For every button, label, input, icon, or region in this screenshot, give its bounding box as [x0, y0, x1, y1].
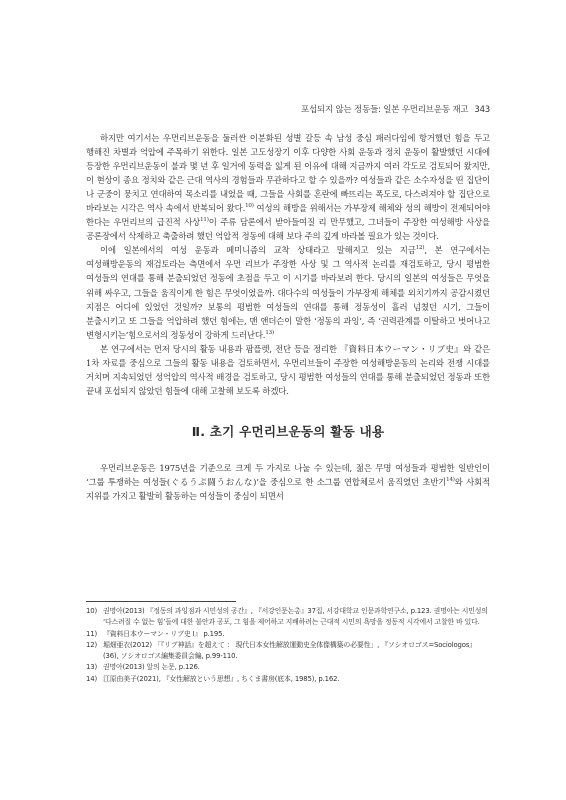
footnote: [86, 674, 490, 685]
running-head-title: 포섭되지 않는 정동들: 일본 우먼리브운동 재고: [300, 105, 469, 115]
footnote: [86, 629, 490, 640]
footnote-number: 13): [86, 663, 98, 672]
footnote-number: 10): [86, 607, 98, 615]
footnotes: [86, 601, 490, 685]
footnote: [86, 640, 490, 663]
text-run: 본 연구에서는 먼저 당시의 활동 내용과 팜플렛, 전단 등을 정리한 『資料日本ウーマン・リブ史』와 같은 1차 자료를 중심으로 그들의 활동 내용을 검토하면서, 우먼리브들이 주장한 여성해방운동의 논리와 전쟁 시대를 거치며 지속되었던 성억압의 역사적 배경을 검토하고, 당시 평범한 여성들의 연대를 통해 분출되었던 정동과 또한 끝내 포섭되지 않았던 힘들에 대해 고찰해 보도록 하겠다.: [86, 343, 490, 396]
footnote-number: 11): [86, 629, 98, 638]
text-run: 하지만 여기서는 우먼리브운동을 둘러싼 이분화된 성별 갈등 속 남성 중심 패러다임에 항거했던 힘을 두고 행해진 차별과 억압에 주목하기 위한다. 일본 고도성장기 이후 다양한 사회 운동과 정치 운동이 활발했던 시대에 등장한 우먼리브운동이 불과 몇 년 후 일거에 동력을 잃게 된 이유에 대해 지금까지 여러 각도로 검토되어 왔지만, 이 현상이 종요 정치와 같은 근대 역사의 경험들과 무관하다고 할 수 있을까? 여성들과 같은 소수자성을 띤 집단이 나 군중이 뭉치고 연대하여 목소리를 내었을 때, 그들을 사회를 혼란에 빠뜨리는 폭도로, 다스려져야 할 집단으로 바라보는 시각은 역사 속에서 반복되어 왔다.: [86, 133, 490, 214]
paragraph: [86, 342, 490, 398]
text-run: 이 주류 담론에서 받아들여질 리 만무했고, 그녀들이 주장한 여성해방 사상을 공론장에서 삭제하고 축출하려 했던 억압적 정동에 대해 보다 주의 깊게 바라볼 필요가 있는 것이다.: [86, 217, 490, 242]
paragraph: [86, 243, 490, 341]
footnote-reference: 12): [415, 245, 425, 252]
body-text: [86, 131, 490, 503]
footnote-reference: 11): [200, 217, 209, 224]
section-heading: Ⅱ. 초기 우먼리브운동의 활동 내용: [191, 423, 385, 439]
text-run: , 본 연구에서는 여성해방운동의 재검토라는 측면에서 우먼 리브가 주장한 사상 및 그 역사적 논리를 재검토하고, 당시 평범한 여성들의 연대를 통해 분출되었던 정동에 초점을 두고 이 시기를 바라보려 한다. 당시의 일본의 여성들은 무엇을 위해 싸우고, 그들을 움직이게 한 힘은 무엇이었을까. 대다수의 여성들이 가부장제 해체를 외치기까지 공감시켰던 지점은 어디에 있었던 것일까? 보통의 평범한 여성들의 연대를 통해 정동성이 흘러 넘쳤던 시기, 그들이 분출시키고 또 그들을 억압하려 했던 힘에는, 맨 앤더슨이 말한 ‘정동의 과잉’, 즉 ‘권력관계를 이탈하고 벗어나고 변형시키는’힘으로서의 정동성이 강하게 드러난다.: [86, 245, 490, 340]
text-run: 우먼리브운동은 1975년을 기준으로 크게 두 가지로 나눌 수 있는데, 젊은 무명 여성들과 평범한 일반인이 ‘그룹 투쟁하는 여성들(ぐるうぷ闘うおんな)’을 중심으로 한 소그룹 연합체로서 움직였던 초반기: [86, 462, 490, 487]
text-run: 이에 일본에서의 여성 운동과 페미니즘의 교착 상태라고 말해지고 있는 지금: [100, 245, 416, 256]
footnote-number: 14): [86, 674, 98, 683]
footnote-number: 12): [86, 640, 98, 649]
footnote-text: 江原由美子(2021), 『女性解放という思想』, ちくま書房(底本, 1985), p.162.: [103, 674, 340, 683]
running-head: [86, 103, 490, 115]
footnote-text: 권명아(2013) 앞의 논문, p.126.: [103, 663, 200, 672]
footnote-text: 『資料日本ウーマン・リブ史 Ⅰ』 p.195.: [103, 629, 225, 638]
footnote-rule: [86, 601, 236, 602]
footnote-text: 권명아(2013) 『정동의 과잉점과 시민성의 공간』, 『서강인문논총』37집, 서강대학교 인문과학연구소, p.123. 권명아는 시민성의 ‘다스려질 수 없는 힘’들에 대한 불안과 공포, 그 힘을 제어하고 지배하려는 근대적 시민의 욕망을 정동적 시각에서 고찰한 바 있다.: [103, 607, 488, 627]
page-number: 343: [474, 105, 490, 115]
text-run: 와 사회적 지위를 가지고 활발히 활동하는 여성들이 중심이 되면서: [86, 476, 490, 501]
footnote: [86, 606, 490, 629]
footnote-reference: 13): [265, 329, 275, 336]
paragraph: [86, 461, 490, 503]
footnote-text: 堀畑亜衣(2012) 「『リブ神話』を超えて ： 現代日本女性解放運動史全体像構築の必要性」, 『ソシオロゴス=Sociologos』(36), ソシオロゴス編集委員会編, p.99-110.: [103, 640, 477, 661]
text-run: 여성의 해방을 위해서는 가부장제 해체와 성의 해방이 전제되어야 한다는 우먼리브의 급진적 사상: [86, 203, 490, 228]
footnote-reference: 10): [245, 203, 254, 210]
paragraph: [86, 131, 490, 243]
footnote-reference: 14): [446, 477, 455, 484]
footnote: [86, 662, 490, 673]
